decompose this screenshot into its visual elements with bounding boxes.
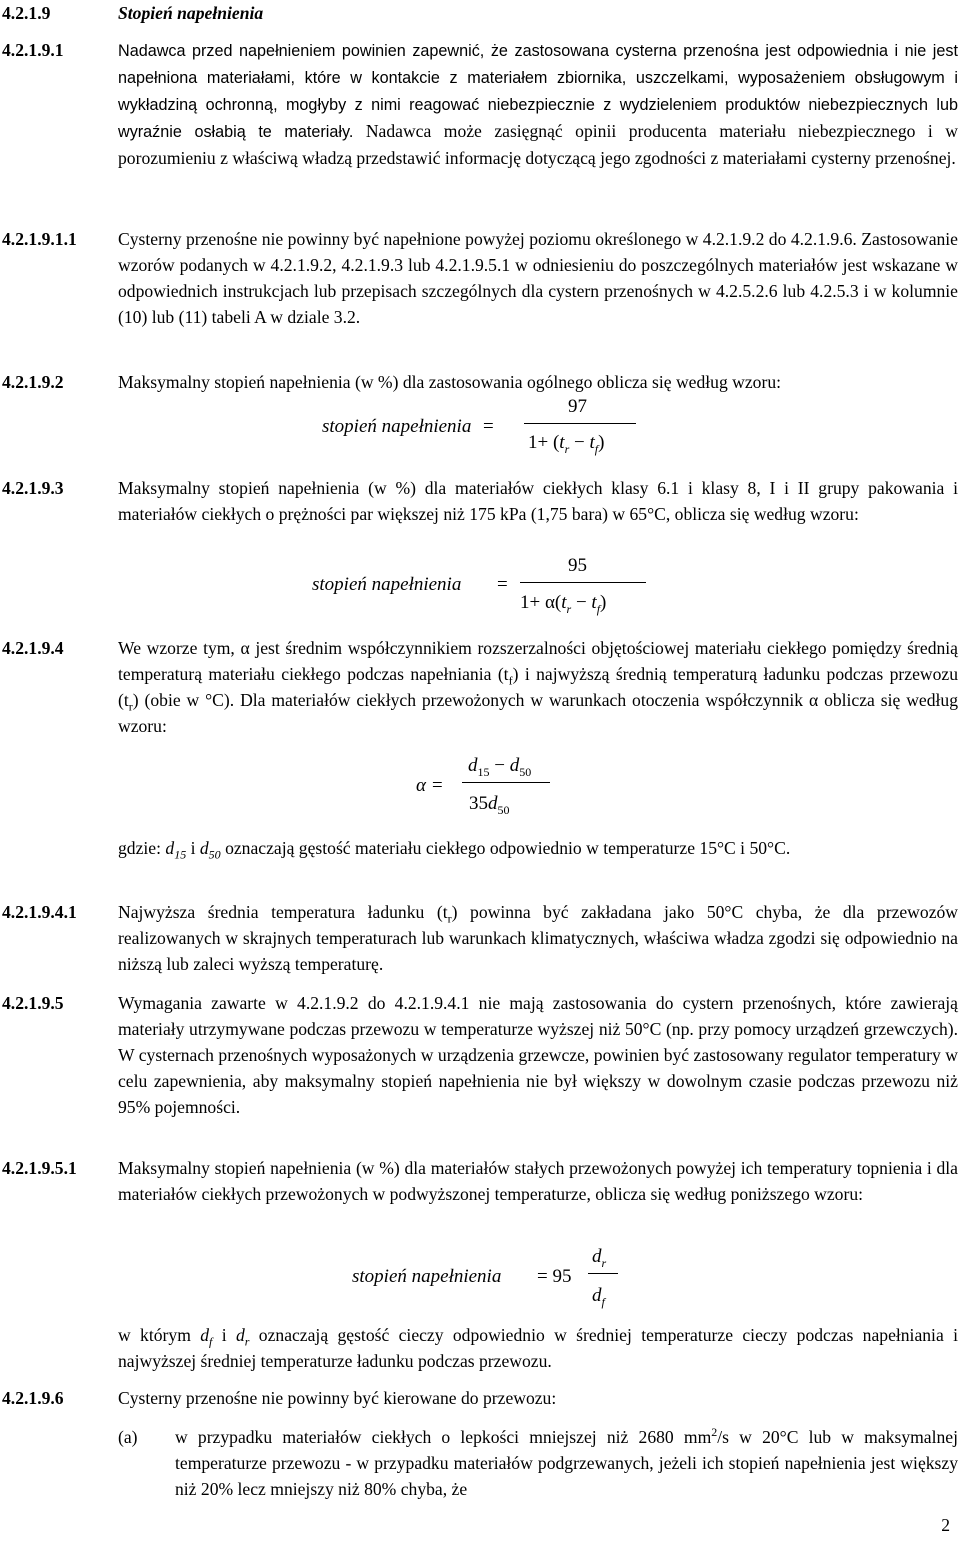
section-number: 4.2.1.9.4.1 xyxy=(2,902,77,922)
section-number: 4.2.1.9.5.1 xyxy=(2,1158,77,1178)
section-number: 4.2.1.9.4 xyxy=(2,638,64,658)
section-body: Maksymalny stopień napełnienia (w %) dla materiałów ciekłych klasy 6.1 i klasy 8, I i II grupy pakowania i materiałów ciekłych o prężności par większej niż 175 kPa (1,75 bara) w 65°C, oblicza się według wzoru: xyxy=(118,478,958,524)
section-number: 4.2.1.9.3 xyxy=(2,478,64,498)
formula-denominator: $1+ \alpha(t_r - t_f)$ xyxy=(520,592,607,616)
formula-numerator: 97 xyxy=(568,396,587,417)
formula-solids xyxy=(0,1238,960,1318)
formula-numerator: $d_{15} - d_{50}$ xyxy=(468,755,532,779)
formula-general xyxy=(0,390,960,470)
fraction-bar xyxy=(520,582,646,583)
formula-class61 xyxy=(0,546,960,626)
section-number: 4.2.1.9.6 xyxy=(2,1388,64,1408)
paragraph-serif: Nadawca może zasięgnąć opinii producenta materiału niebezpiecznego i w porozumieniu z właściwą władzą przedstawić informację dotyczącą jego zgodności z materiałami cysterny przenośnej. xyxy=(118,121,959,168)
paragraph-sans: Nadawca przed napełnieniem powinien zapewnić, że zastosowana cysterna przenośna jest odpowiednia i nie jest napełniona materiałami, które w kontakcie z materiałem zbiornika, uszczelkami, wyposażeniem obsługowym i wykładziną ochronną, mogłyby z nimi reagować niebezpiecznie z wydzieleniem produktów niebezpiecznych lub wyraźnie osłabią te materiały. xyxy=(118,42,958,141)
list-text: w przypadku materiałów ciekłych o lepkości mniejszej niż 2680 $mm^2/s$ w 20°C lub w maksymalnej temperaturze przewozu - w przypadku materiałów podgrzewanych, jeżeli ich stopień napełnienia jest większy niż 20% lecz mniejszy niż 80% chyba, że xyxy=(175,1425,958,1499)
list-label: (a) xyxy=(118,1427,138,1447)
formula-denominator: $d_f$ xyxy=(592,1285,605,1309)
formula-alpha xyxy=(0,745,960,825)
formula-lhs: stopień napełnienia xyxy=(312,574,462,595)
section-number: 4.2.1.9.2 xyxy=(2,372,64,392)
section-body: Maksymalny stopień napełnienia (w %) dla materiałów stałych przewożonych powyżej ich temperatury topnienia i dla materiałów ciekłych przewożonych w podwyższonej temperaturze, oblicza się według poniższego wzoru: xyxy=(118,1158,958,1204)
formula-equals: = 95 xyxy=(537,1266,572,1287)
page-number: 2 xyxy=(941,1515,950,1535)
heading-number: 4.2.1.9 xyxy=(2,3,51,23)
section-body: Wymagania zawarte w 4.2.1.9.2 do 4.2.1.9.4.1 nie mają zastosowania do cystern przenośnych, które zawierają materiały utrzymywane podczas przewozu w temperaturze wyższej niż 50°C (np. przy pomocy urządzeń grzewczych). W cysternach przenośnych wyposażonych w urządzenia grzewcze, powinien być zastosowany regulator temperatury w celu zapewnienia, aby maksymalny stopień napełnienia nie był większy w dowolnym czasie podczas przewozu niż 95% pojemności. xyxy=(118,993,958,1117)
section-number: 4.2.1.9.1.1 xyxy=(2,229,77,249)
formula-denominator: $1+ (t_r - t_f)$ xyxy=(528,432,605,456)
section-body: Cysterny przenośne nie powinny być kierowane do przewozu: xyxy=(118,1388,557,1408)
formula-lhs: stopień napełnienia xyxy=(352,1266,502,1287)
formula-lhs: stopień napełnienia xyxy=(322,416,472,437)
section-body: Najwyższa średnia temperatura ładunku $(t_r)$ powinna być zakładana jako 50°C chyba, że dla przewozów realizowanych w skrajnych temperaturach lub warunkach klimatycznych, właściwa władza zgodzi się odpowiednio na niższą lub zaleci wyższą temperaturę. xyxy=(118,902,958,974)
formula-numerator: $d_r$ xyxy=(592,1246,607,1270)
where-text: w którym $d_f$ i $d_r$ oznaczają gęstość cieczy odpowiednio w średniej temperaturze cieczy podczas napełniania i najwyższej średniej temperaturze ładunku podczas przewozu. xyxy=(118,1325,958,1371)
formula-numerator: 95 xyxy=(568,555,587,576)
formula-lhs: α = xyxy=(416,775,444,796)
where-text: gdzie: $d_{15}$ i $d_{50}$ oznaczają gęstość materiału ciekłego odpowiednio w temperaturze 15°C i 50°C. xyxy=(118,838,791,862)
section-body: Maksymalny stopień napełnienia (w %) dla zastosowania ogólnego oblicza się według wzoru: xyxy=(118,372,782,392)
section-body xyxy=(118,37,958,171)
section-number: 4.2.1.9.1 xyxy=(2,40,64,60)
formula-equals: = xyxy=(483,416,494,437)
section-number: 4.2.1.9.5 xyxy=(2,993,64,1013)
formula-denominator: $35d_{50}$ xyxy=(469,793,510,817)
section-body: Cysterny przenośne nie powinny być napełnione powyżej poziomu określonego w 4.2.1.9.2 do 4.2.1.9.6. Zastosowanie wzorów podanych w 4.2.1.9.2, 4.2.1.9.3 lub 4.2.1.9.5.1 w odniesieniu do poszczególnych materiałów jest wskazane w odpowiednich instrukcjach lub przepisach szczególnych dla cystern przenośnych w 4.2.5.2.6 lub 4.2.5.3 i w kolumnie (10) lub (11) tabeli A w dziale 3.2. xyxy=(118,229,958,327)
fraction-bar xyxy=(524,423,636,424)
fraction-bar xyxy=(462,782,550,783)
section-body: We wzorze tym, α jest średnim współczynnikiem rozszerzalności objętościowej materiału ciekłego pomiędzy średnią temperaturą materiału ciekłego podczas napełniania $(t_f)$ i najwyższą średnią temperaturą ładunku podczas przewozu $(t_r)$ (obie w °C). Dla materiałów ciekłych przewożonych w warunkach otoczenia współczynnik α oblicza się według wzoru: xyxy=(118,638,958,736)
fraction-bar xyxy=(588,1273,618,1274)
heading-title: Stopień napełnienia xyxy=(118,3,264,23)
formula-equals: = xyxy=(497,574,508,595)
